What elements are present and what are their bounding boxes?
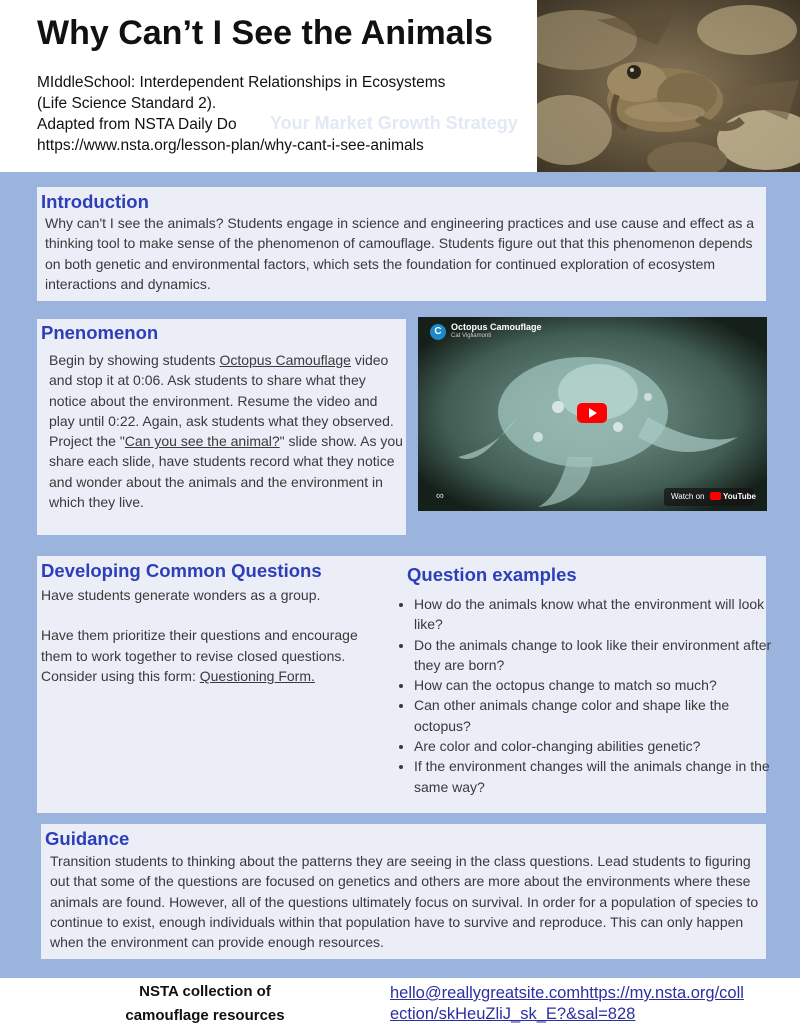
- play-button[interactable]: [577, 403, 607, 423]
- collection-line-1: NSTA collection of: [139, 983, 271, 1000]
- header: [0, 0, 537, 172]
- list-item: • Do the animals change to look like their environment after they are born?: [414, 635, 780, 676]
- frog-photo: [537, 0, 800, 172]
- guidance-heading: Guidance: [45, 828, 130, 849]
- introduction-heading: Introduction: [41, 191, 149, 212]
- watch-on-label: Watch on: [671, 492, 705, 501]
- meta-standard: MIddleSchool: Interdependent Relationships in Ecosystems: [37, 74, 446, 91]
- list-item: • How can the octopus change to match so much?: [414, 675, 780, 695]
- octopus-video-embed[interactable]: [418, 317, 767, 511]
- questions-heading: Developing Common Questions: [41, 560, 322, 581]
- questioning-form-link[interactable]: Questioning Form.: [199, 667, 315, 684]
- octopus-camouflage-link[interactable]: Octopus Camouflage: [219, 352, 351, 368]
- video-title[interactable]: Octopus Camouflage: [451, 322, 542, 332]
- question-examples-list: [398, 594, 780, 797]
- nsta-collection-label: [100, 980, 310, 1028]
- questions-p1: Have students generate wonders as a group.: [41, 587, 321, 603]
- play-icon: [589, 408, 597, 418]
- link-icon[interactable]: ∞: [436, 490, 444, 502]
- list-item: • Can other animals change color and shape like the octopus?: [414, 695, 780, 736]
- list-item: • Are color and color-changing abilities genetic?: [414, 736, 780, 756]
- phenomenon-text: Project the ": [49, 433, 125, 450]
- collection-line-2: camouflage resources: [125, 1007, 285, 1024]
- page-title: Why Can’t I See the Animals: [37, 14, 493, 52]
- questions-body: [41, 585, 381, 686]
- watch-on-youtube-button[interactable]: [664, 488, 754, 506]
- phenomenon-text: video and stop it at 0:06. Ask students to share what they notice about the environment. Resume the video and play until 0:22. Again, ask students what they observed.: [49, 352, 394, 429]
- examples-heading: Question examples: [407, 564, 577, 585]
- phenomenon-text: " slide show. As you share each slide, have students record what they notice and wonder about the animals and the environment in which they live.: [49, 433, 403, 511]
- youtube-logo-icon: [710, 492, 721, 500]
- meta-source-url[interactable]: https://www.nsta.org/lesson-plan/why-cant-i-see-animals: [37, 137, 424, 154]
- meta-source: Adapted from NSTA Daily Do: [37, 116, 237, 133]
- video-channel: Cat Vigliamonti: [451, 333, 492, 339]
- slideshow-link[interactable]: Can you see the animal?: [124, 433, 280, 450]
- introduction-body: Why can't I see the animals? Students engage in science and engineering practices and use cause and effect as a thinking tool to make sense of the phenomenon of camouflage. Students figure out that this phenomenon depends on both genetic and environmental factors, which sets the foundation for continued exploration of ecosystem interactions and dynamics.: [45, 215, 755, 292]
- youtube-label: YouTube: [722, 492, 756, 501]
- phenomenon-body: [49, 350, 405, 512]
- introduction-card: [37, 187, 766, 301]
- channel-avatar[interactable]: C: [430, 324, 446, 340]
- meta-standard-number: (Life Science Standard 2).: [37, 95, 217, 112]
- guidance-card: [41, 824, 766, 959]
- phenomenon-text: Begin by showing students: [49, 352, 220, 368]
- phenomenon-heading: Pnenomenon: [41, 322, 159, 343]
- ghost-watermark-text: Your Market Growth Strategy: [270, 113, 518, 133]
- questions-p2-text: Have them prioritize their questions and encourage them to work together to revise closed questions. Consider using this form:: [41, 627, 358, 684]
- collection-link[interactable]: hello@reallygreatsite.comhttps://my.nsta.org/collection/skHeuZliJ_sk_E?&sal=828: [390, 984, 744, 1023]
- list-item: • How do the animals know what the environment will look like?: [414, 594, 780, 635]
- list-item: • If the environment changes will the animals change in the same way?: [414, 756, 780, 797]
- phenomenon-card: [37, 319, 406, 535]
- questions-p2: [41, 625, 381, 686]
- guidance-body: Transition students to thinking about the patterns they are seeing in the class questions. Lead students to figuring out that some of the questions are focused on genetics and others are more about the environments where these animals are found. However, all of the questions ultimately focus on survival. In order for a population of species to continue to exist, enough individuals within that population have to survive and reproduce. This can only happen when the environment can provide enough resources.: [50, 853, 759, 951]
